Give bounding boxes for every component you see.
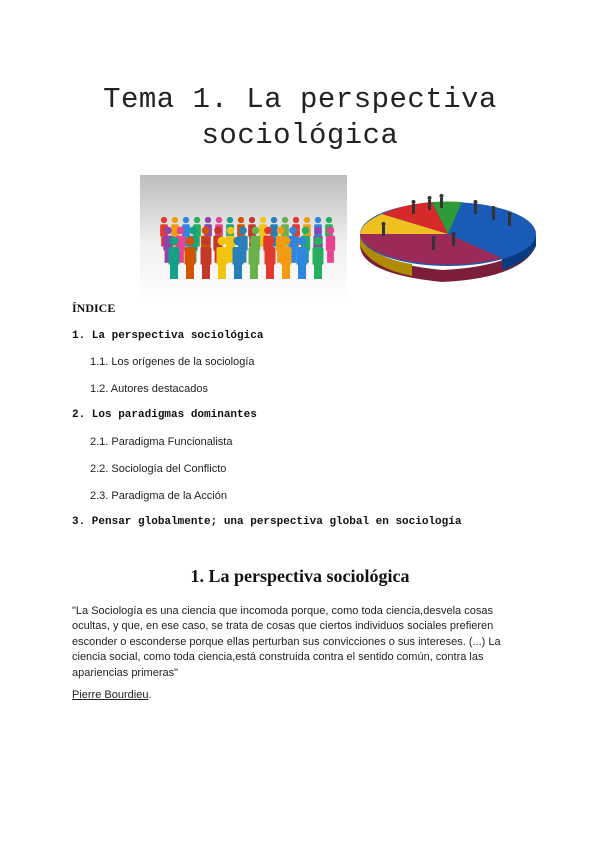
index-subitem-2-1[interactable]: 2.1. Paradigma Funcionalista	[90, 436, 233, 448]
title-line-1: Tema 1. La perspectiva	[103, 83, 497, 116]
pie-chart-image	[352, 192, 538, 282]
people-crowd-image	[140, 175, 347, 300]
index-item-1[interactable]: 1. La perspectiva sociológica	[72, 330, 264, 342]
index-subitem-1-2[interactable]: 1.2. Autores destacados	[90, 383, 209, 395]
index-heading: ÍNDICE	[72, 301, 116, 315]
index-item-2[interactable]: 2. Los paradigmas dominantes	[72, 409, 257, 421]
index-item-3[interactable]: 3. Pensar globalmente; una perspectiva global en sociología	[72, 516, 462, 528]
index-subitem-1-1[interactable]: 1.1. Los orígenes de la sociología	[90, 356, 255, 368]
section-heading: 1. La perspectiva sociológica	[190, 566, 410, 586]
title-line-2: sociológica	[201, 119, 399, 152]
index-subitem-2-3[interactable]: 2.3. Paradigma de la Acción	[90, 490, 227, 502]
page-title	[0, 82, 600, 154]
author-name: Pierre Bourdieu	[72, 689, 149, 701]
author-suffix: .	[148, 689, 152, 701]
index-subitem-2-2[interactable]: 2.2. Sociología del Conflicto	[90, 463, 227, 475]
bourdieu-quote: "La Sociología es una ciencia que incomoda porque, como toda ciencia,desvela cosas ocultas, y que, en ese caso, se trata de cosas que ciertos individuos sociales prefieren esconder o esconderse porque ellas perturban sus convicciones o sus intereses. (...) La ciencia social, como toda ciencia,está construida contra el sentido común, contra las apariencias primeras"	[72, 605, 501, 679]
quote-author	[72, 689, 152, 701]
